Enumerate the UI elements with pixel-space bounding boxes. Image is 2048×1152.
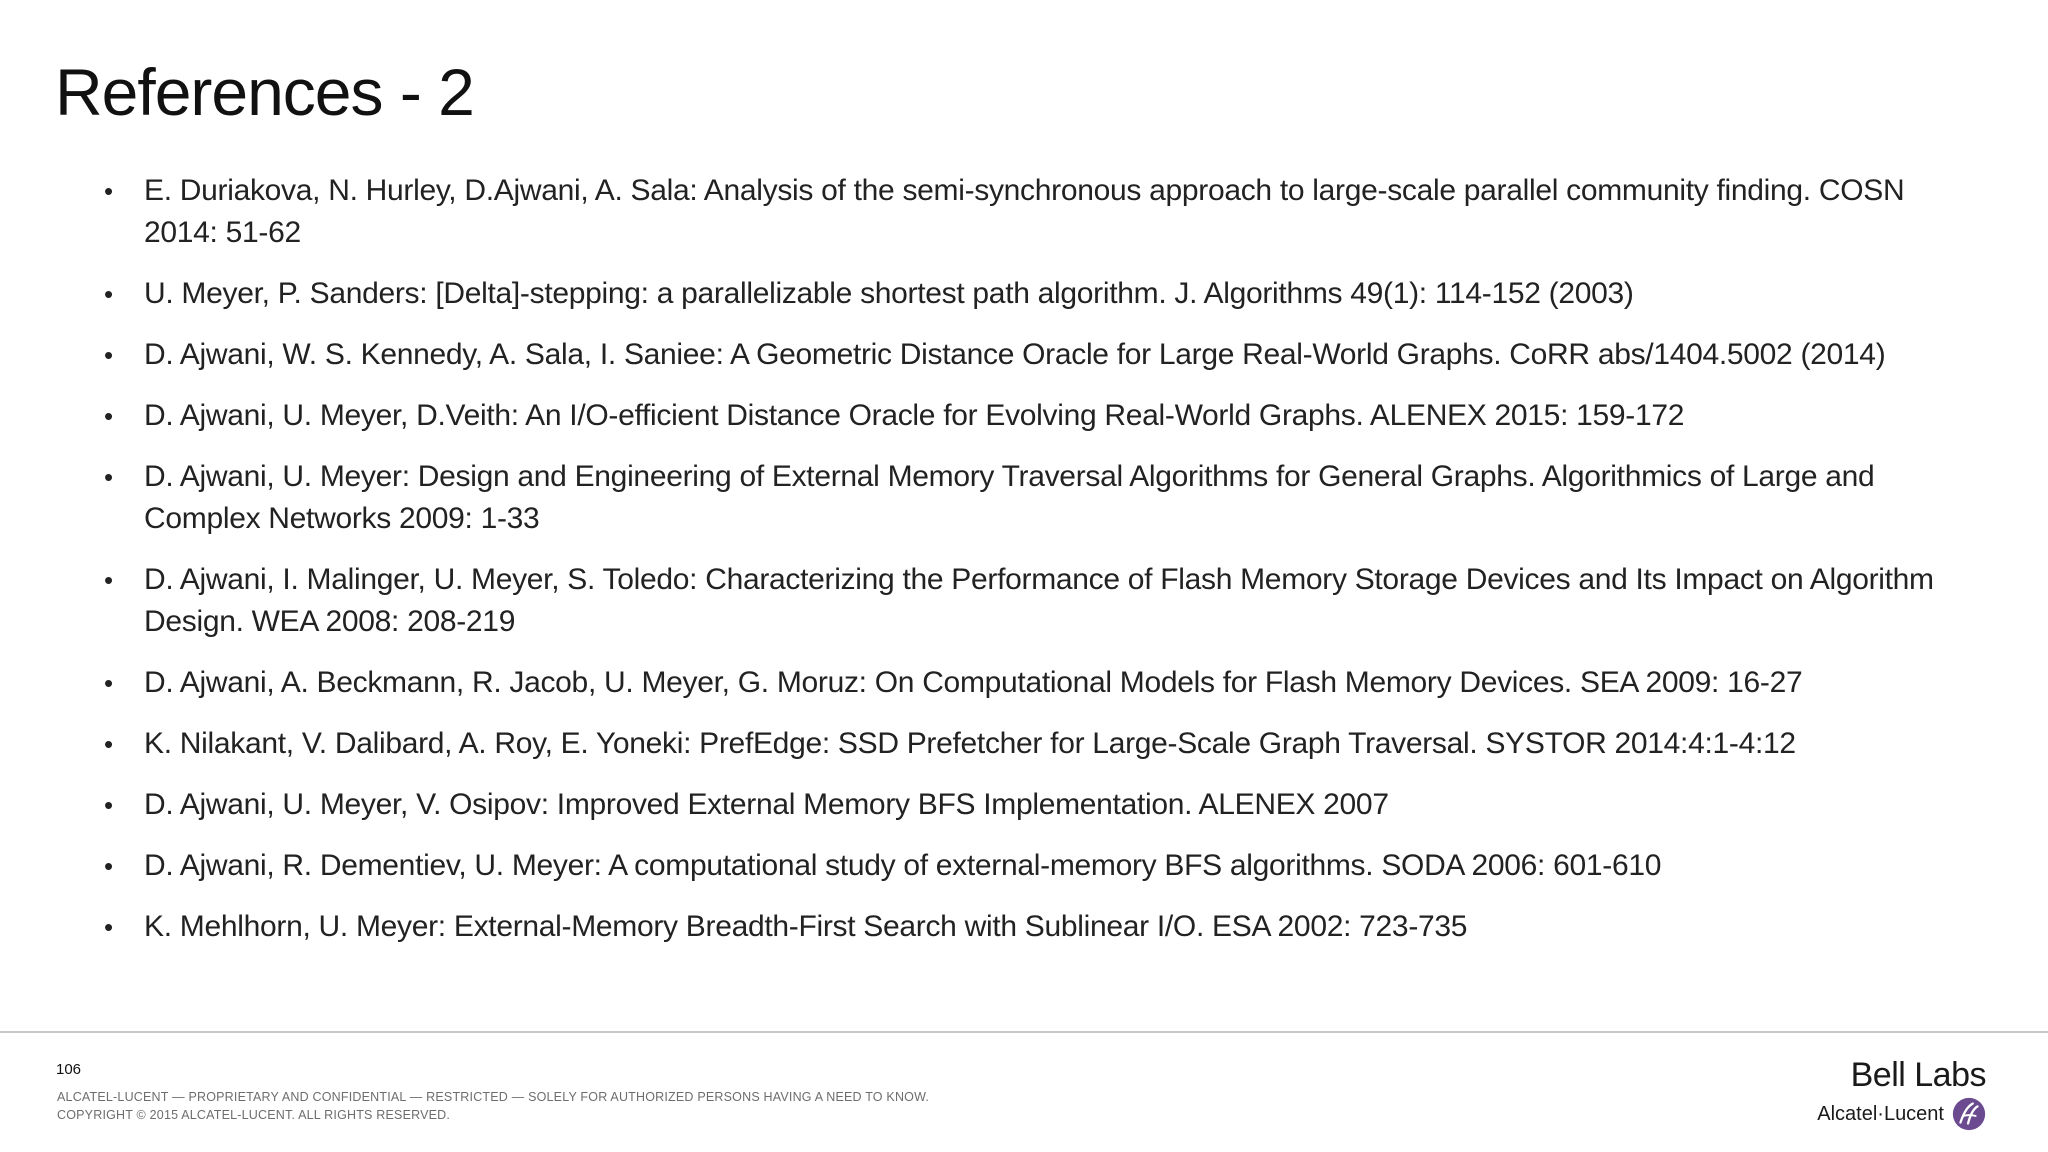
bullet: •	[104, 790, 113, 820]
bullet: •	[104, 729, 113, 759]
reference-text: D. Ajwani, A. Beckmann, R. Jacob, U. Meyer, G. Moruz: On Computational Models for Flash Memory Devices. SEA 2009: 16-27	[144, 666, 1803, 699]
reference-item	[100, 334, 1940, 376]
bullet: •	[104, 279, 113, 309]
reference-item	[100, 784, 1940, 826]
bell-labs-wordmark: Bell Labs	[1850, 1056, 1986, 1094]
bullet: •	[104, 340, 113, 370]
copyright-notice: COPYRIGHT © 2015 ALCATEL-LUCENT. ALL RIGHTS RESERVED.	[57, 1108, 451, 1122]
reference-text: D. Ajwani, U. Meyer, D.Veith: An I/O-efficient Distance Oracle for Evolving Real-World Graphs. ALENEX 2015: 159-172	[144, 399, 1685, 432]
bullet: •	[104, 668, 113, 698]
legal-notice	[57, 1088, 929, 1124]
reference-text: D. Ajwani, W. S. Kennedy, A. Sala, I. Saniee: A Geometric Distance Oracle for Large Real-World Graphs. CoRR abs/1404.5002 (2014)	[144, 338, 1886, 371]
reference-item	[100, 845, 1940, 887]
reference-item	[100, 559, 1940, 643]
reference-item	[100, 662, 1940, 704]
reference-text: U. Meyer, P. Sanders: [Delta]-stepping: a parallelizable shortest path algorithm. J. Algorithms 49(1): 114-152 (2003)	[144, 277, 1634, 310]
reference-text: D. Ajwani, R. Dementiev, U. Meyer: A computational study of external-memory BFS algorithms. SODA 2006: 601-610	[144, 849, 1662, 882]
reference-text: E. Duriakova, N. Hurley, D.Ajwani, A. Sala: Analysis of the semi-synchronous approach to large-scale parallel community finding. COSN 2014: 51-62	[144, 174, 1905, 249]
reference-item	[100, 170, 1940, 254]
reference-text: K. Mehlhorn, U. Meyer: External-Memory Breadth-First Search with Sublinear I/O. ESA 2002: 723-735	[144, 910, 1468, 943]
bullet: •	[104, 462, 113, 492]
bullet: •	[104, 565, 113, 595]
bullet: •	[104, 912, 113, 942]
slide-title: References - 2	[55, 55, 474, 129]
reference-item	[100, 723, 1940, 765]
reference-text: D. Ajwani, U. Meyer: Design and Engineering of External Memory Traversal Algorithms for General Graphs. Algorithmics of Large and Complex Networks 2009: 1-33	[144, 460, 1875, 535]
footer-divider	[0, 1031, 2048, 1033]
confidentiality-notice: ALCATEL-LUCENT — PROPRIETARY AND CONFIDENTIAL — RESTRICTED — SOLELY FOR AUTHORIZED PERSONS HAVING A NEED TO KNOW.	[57, 1090, 930, 1104]
bullet: •	[104, 176, 113, 206]
bullet: •	[104, 851, 113, 881]
reference-item	[100, 395, 1940, 437]
brand-block	[1788, 1055, 1988, 1135]
reference-text: D. Ajwani, U. Meyer, V. Osipov: Improved External Memory BFS Implementation. ALENEX 2007	[144, 788, 1389, 821]
references-list	[100, 170, 1940, 967]
page-number: 106	[56, 1061, 82, 1078]
alcatel-lucent-wordmark: Alcatel·Lucent	[1817, 1103, 1944, 1125]
reference-item	[100, 906, 1940, 948]
reference-text: K. Nilakant, V. Dalibard, A. Roy, E. Yoneki: PrefEdge: SSD Prefetcher for Large-Scale Graph Traversal. SYSTOR 2014:4:1-4:12	[144, 727, 1796, 760]
reference-item	[100, 273, 1940, 315]
reference-item	[100, 456, 1940, 540]
bullet: •	[104, 401, 113, 431]
alcatel-lucent-logo-icon	[1950, 1095, 1988, 1133]
reference-text: D. Ajwani, I. Malinger, U. Meyer, S. Toledo: Characterizing the Performance of Flash Memory Storage Devices and Its Impact on Algorithm Design. WEA 2008: 208-219	[144, 563, 1934, 638]
